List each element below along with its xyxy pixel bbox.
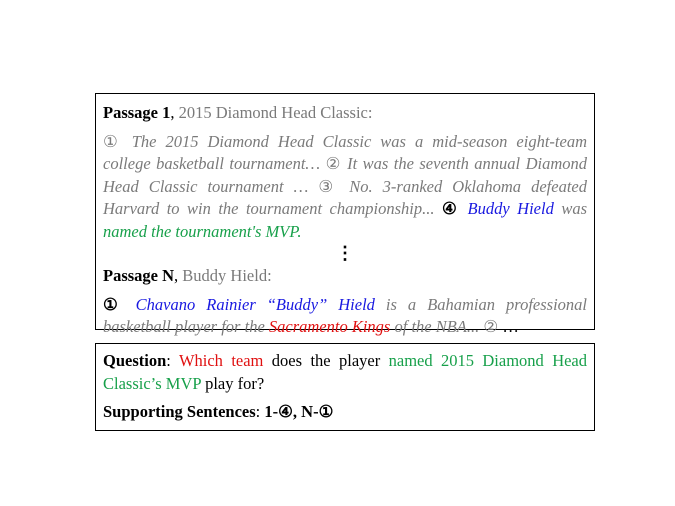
question-text: Question: Which team does the player named 2015 Diamond Head Classic’s MVP play for? [103,351,588,393]
sentence-number: ① [103,131,123,151]
sentence-3: No. 3-ranked Oklahoma defeated Harvard to win the tournament championship... [103,176,587,218]
passage-1-title: 2015 Diamond Head Classic: [174,103,373,122]
passage-n-title: Buddy Hield: [178,266,272,285]
entity-sacramento-kings: Sacramento Kings [268,317,391,336]
passage-1-text [103,131,587,244]
sentence-4-mid: was [553,199,587,218]
supporting-number: ④ [278,402,293,421]
passage-n-text [103,294,587,339]
vertical-ellipsis: ⋮ [336,243,354,263]
sentence-number-supporting: ① [103,294,125,314]
sentence-number-supporting: ④ [441,199,461,218]
supporting-number: ① [318,402,334,421]
supporting-sentences: Supporting Sentences: 1-④, N-① [103,402,334,421]
sentence-1: The 2015 Diamond Head Classic was a mid-season eight-team college basketball tournament… [103,131,587,173]
sentence-2: It was the seventh annual Diamond Head Classic tournament … [103,154,588,196]
sentence-n1-b: of the NBA... [390,317,484,336]
question-relation: named 2015 Diamond Head Classic’s MVP [103,351,588,393]
passage-n-header: Passage N, Buddy Hield: [103,266,272,285]
question-box [95,343,595,431]
passage-n-label: Passage N [103,266,175,285]
question-label: Question [103,351,167,370]
trailing-ellipsis: … [498,317,519,336]
passage-1-label: Passage 1 [103,103,171,122]
entity-buddy-hield: Buddy Hield [460,199,554,218]
sentence-n1-a: is a Bahamian professional basketball player for the [103,294,587,336]
question-target: Which team [170,351,264,370]
passages-box [95,93,595,336]
relation-mvp: named the tournament's MVP. [103,221,302,241]
sentence-number: ② [483,317,499,336]
sentence-number: ② [325,154,342,173]
sentence-number: ③ [318,176,340,196]
passage-1-header: Passage 1, 2015 Diamond Head Classic: [103,103,373,122]
entity-chavano-hield: Chavano Rainier “Buddy” Hield [124,294,375,314]
supporting-label: Supporting Sentences [103,402,256,421]
